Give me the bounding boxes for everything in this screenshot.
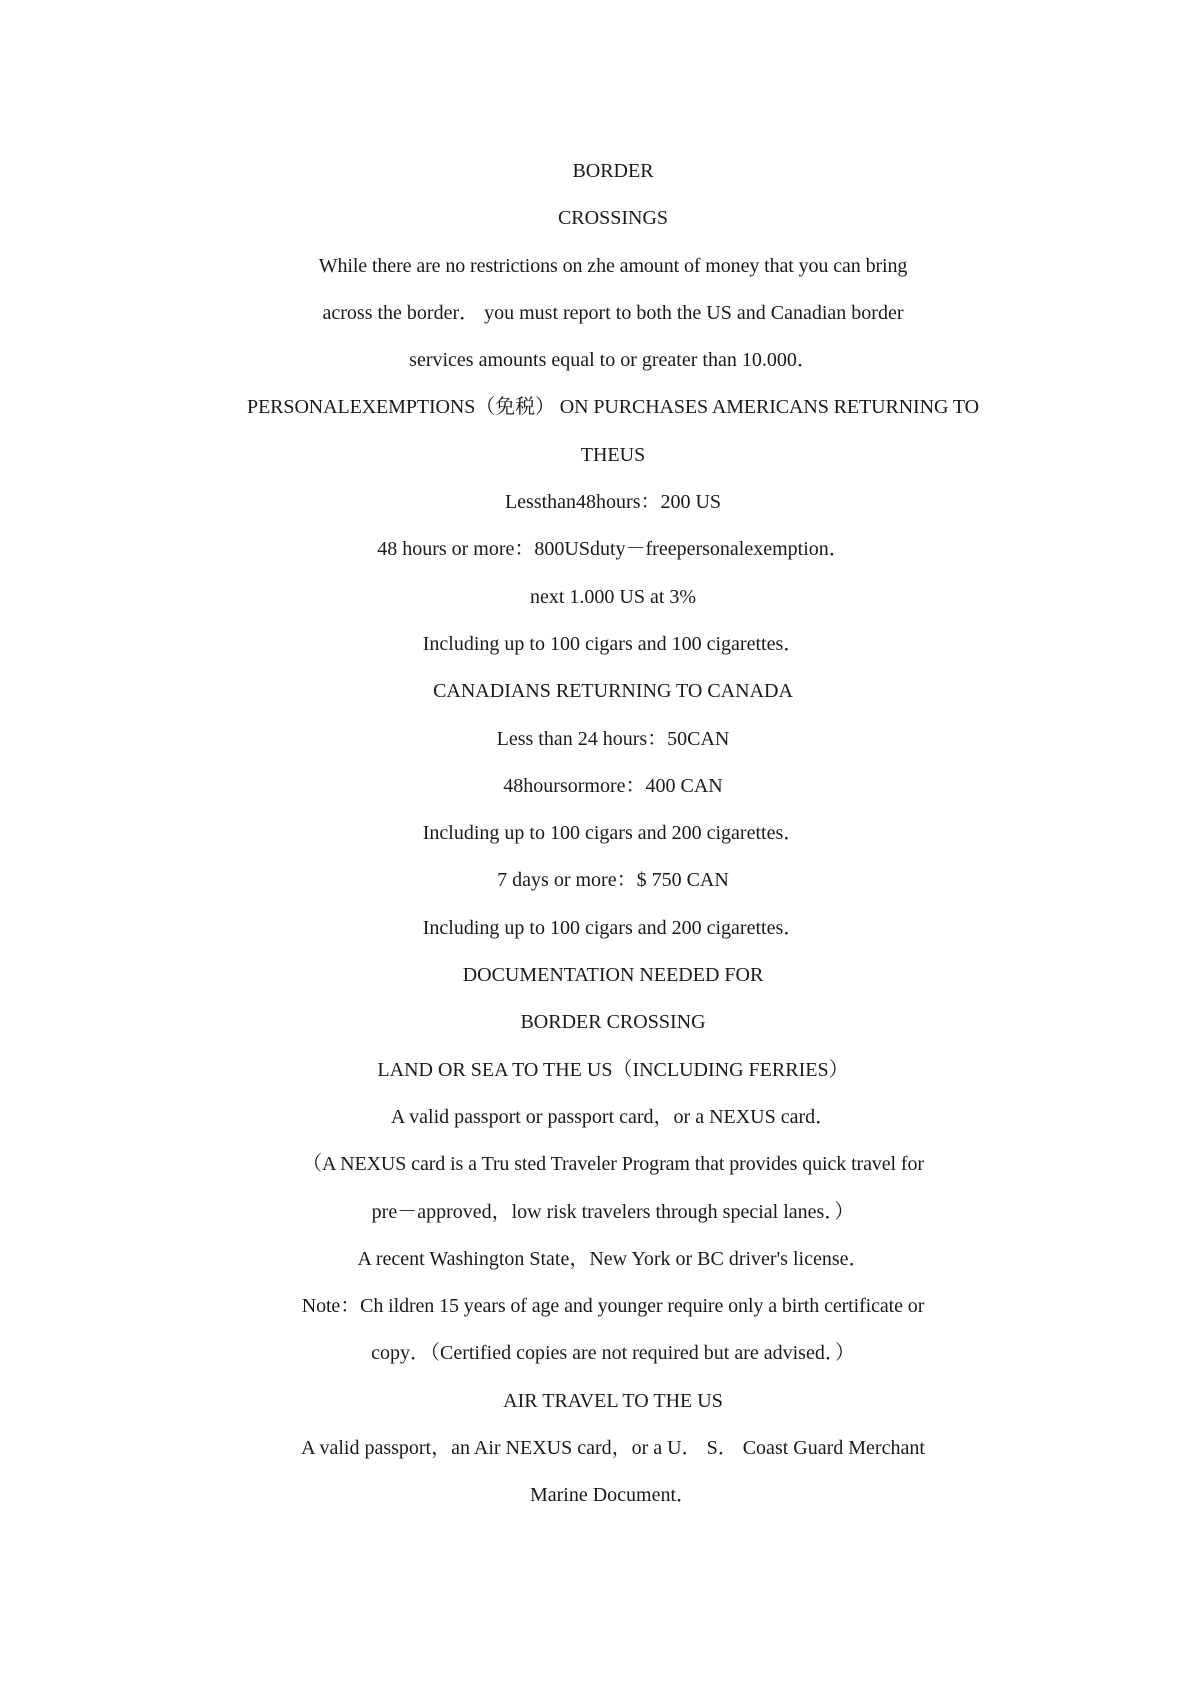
documentation-line: A valid passport or passport card，or a NEXUS card． (390, 1105, 836, 1128)
heading-air-travel: AIR TRAVEL TO THE US (503, 1389, 723, 1412)
heading-crossings: CROSSINGS (557, 207, 669, 230)
note-line: Note：Ch ildren 15 years of age and younger require only a birth certificate or (301, 1295, 925, 1318)
documentation-line: Marine Document． (529, 1484, 697, 1507)
exemption-line: Including up to 100 cigars and 100 cigarettes． (422, 632, 804, 655)
documentation-line: pre－approved，low risk travelers through special lanes．） (371, 1200, 855, 1223)
heading-personal-exemptions: PERSONALEXEMPTIONS（免税） ON PURCHASES AMERICANS RETURNING TO (247, 396, 979, 419)
paragraph-line: services amounts equal to or greater than 10.000． (409, 349, 817, 372)
exemption-line: Lessthan48hours：200 US (504, 491, 722, 514)
heading-personal-exemptions-cont: THEUS (580, 443, 646, 466)
documentation-line: A valid passport，an Air NEXUS card，or a U． S． Coast Guard Merchant (301, 1437, 925, 1460)
documentation-line: （A NEXUS card is a Tru sted Traveler Program that provides quick travel for (302, 1153, 924, 1176)
exemption-line: Less than 24 hours：50CAN (496, 727, 730, 750)
exemption-line: 48hoursormore：400 CAN (503, 774, 723, 797)
exemption-line: next 1.000 US at 3% (529, 585, 697, 608)
documentation-line: A recent Washington State，New York or BC driver's license． (357, 1247, 869, 1270)
paragraph-line: While there are no restrictions on zhe amount of money that you can bring (318, 254, 908, 277)
heading-land-or-sea: LAND OR SEA TO THE US（INCLUDING FERRIES） (377, 1058, 849, 1081)
heading-border: BORDER (572, 160, 654, 182)
paragraph-line: across the border． you must report to both the US and Canadian border (322, 301, 904, 324)
document-body (160, 148, 1066, 1520)
heading-canadians-returning: CANADIANS RETURNING TO CANADA (433, 680, 793, 703)
note-line: copy．（Certified copies are not required but are advised．） (371, 1342, 855, 1365)
exemption-line: 7 days or more：$ 750 CAN (497, 869, 729, 892)
heading-documentation-cont: BORDER CROSSING (520, 1011, 706, 1034)
exemption-line: Including up to 100 cigars and 200 cigarettes． (422, 822, 804, 845)
exemption-line: 48 hours or more：800USduty－freepersonalexemption． (377, 538, 849, 561)
exemption-line: Including up to 100 cigars and 200 cigarettes． (422, 916, 804, 939)
heading-documentation: DOCUMENTATION NEEDED FOR (462, 964, 764, 987)
